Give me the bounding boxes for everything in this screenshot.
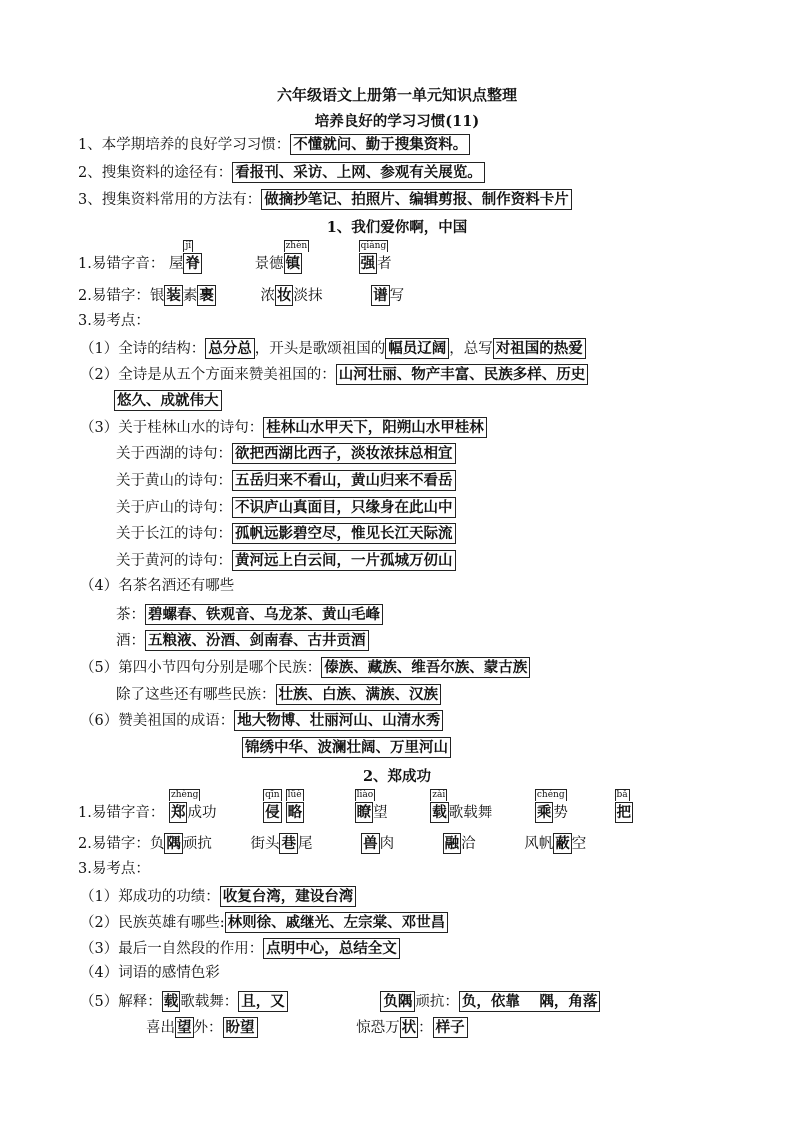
lesson-1-q6-cont: 锦绣中华、波澜壮阔、万里河山 <box>242 737 451 758</box>
poem-row: 关于庐山的诗句： 不识庐山真面目，只缘身在此山中 <box>116 497 456 518</box>
lesson-2-q1: （1）郑成功的功绩： 收复台湾，建设台湾 <box>80 886 356 907</box>
poem-row: 关于西湖的诗句： 欲把西湖比西子，淡妆浓抹总相宜 <box>116 443 456 464</box>
pinyin-label: qiáng <box>360 241 387 251</box>
lesson-2-q3: （3）最后一自然段的作用： 点明中心，总结全文 <box>80 938 400 959</box>
lesson-2-wrong-chars: 2.易错字：负 隅 顽抗 街头 巷 尾 兽 肉 融 洽 风帆 蔽 空 <box>78 835 587 852</box>
lesson-2-q5-cont: 喜出 望 外： 盼望 惊恐万 状 ： 样子 <box>146 1017 468 1038</box>
lesson-1-exam-label: 3.易考点： <box>78 313 150 329</box>
lesson-1-q2: （2）全诗是从五个方面来赞美祖国的： 山河壮丽、物产丰富、民族多样、历史 <box>80 364 588 385</box>
poem-row: 关于黄山的诗句： 五岳归来不看山，黄山归来不看岳 <box>116 470 456 491</box>
pinyin-label: lüè <box>287 790 302 800</box>
intro-line-2: 2、搜集资料的途径有： 看报刊、采访、上网、参观有关展览。 <box>78 162 485 183</box>
lesson-1-heading: 1、我们爱你啊，中国 <box>326 219 468 236</box>
pinyin-label: qīn <box>265 790 280 800</box>
pinyin-label: zài <box>432 790 446 800</box>
answer-box: 不懂就问、勤于搜集资料。 <box>290 134 470 155</box>
lesson-2-exam-label: 3.易考点： <box>78 861 150 877</box>
pinyin-label: chéng <box>536 790 565 800</box>
answer-box: 看报刊、采访、上网、参观有关展览。 <box>232 162 485 183</box>
lesson-1-q5-b: 除了这些还有哪些民族： 壮族、白族、满族、汉族 <box>116 684 441 705</box>
lesson-2-q2: （2）民族英雄有哪些: 林则徐、戚继光、左宗棠、邓世昌 <box>80 912 448 933</box>
intro-line-1: 1、本学期培养的良好学习习惯： 不懂就问、勤于搜集资料。 <box>78 134 470 155</box>
lesson-2-q4: （4）词语的感情色彩 <box>80 965 220 981</box>
lesson-1-q1: （1）全诗的结构： 总分总 ，开头是歌颂祖国的 幅员辽阔 ，总写 对祖国的热爱 <box>80 338 586 359</box>
tea-row: 茶： 碧螺春、铁观音、乌龙茶、黄山毛峰 <box>116 604 383 625</box>
answer-box: 做摘抄笔记、拍照片、编辑剪报、制作资料卡片 <box>261 189 572 210</box>
page-title: 六年级语文上册第一单元知识点整理 <box>276 86 517 104</box>
poem-row: 关于黄河的诗句： 黄河远上白云间，一片孤城万仞山 <box>116 550 456 571</box>
lesson-1-q6: （6）赞美祖国的成语： 地大物博、壮丽河山、山清水秀 <box>80 710 443 731</box>
lesson-2-q5: （5）解释： 载 歌载舞： 且，又 负隅 顽抗： 负，依靠 隅，角落 <box>80 991 600 1012</box>
pinyin-label: jǐ <box>185 241 192 251</box>
lesson-1-wrong-sounds: 1.易错字音： 屋 jǐ 脊 景德 zhèn 镇 qiáng 强 者 <box>78 241 392 272</box>
wine-row: 酒： 五粮液、汾酒、剑南春、古井贡酒 <box>116 630 369 651</box>
lesson-1-q2-cont: 悠久、成就伟大 <box>114 390 222 411</box>
lesson-1-wrong-chars: 2.易错字：银 装 素 裹 浓 妆 淡抹 谱 写 <box>78 287 405 304</box>
poem-row: 关于长江的诗句： 孤帆远影碧空尽，惟见长江天际流 <box>116 523 456 544</box>
page-subtitle: 培养良好的学习习惯(11) <box>314 113 480 130</box>
lesson-2-heading: 2、郑成功 <box>362 768 432 785</box>
pinyin-label: zhèng <box>170 790 199 800</box>
lesson-1-q4: （4）名茶名酒还有哪些 <box>80 578 235 594</box>
lesson-1-q5: （5）第四小节四句分别是哪个民族： 傣族、藏族、维吾尔族、蒙古族 <box>80 657 530 678</box>
pinyin-label: bǎ <box>616 790 628 800</box>
pinyin-label: zhèn <box>285 241 308 251</box>
lesson-1-q3: （3）关于桂林山水的诗句： 桂林山水甲天下，阳朔山水甲桂林 <box>80 417 487 438</box>
lesson-2-wrong-sounds: 1.易错字音： zhèng 郑 成功 qīn 侵 lüè 略 liào 瞭 望 zài 载 歌载舞 chéng 乘 势 bǎ 把 <box>78 790 631 821</box>
pinyin-label: liào <box>356 790 374 800</box>
intro-line-3: 3、搜集资料常用的方法有： 做摘抄笔记、拍照片、编辑剪报、制作资料卡片 <box>78 189 572 210</box>
